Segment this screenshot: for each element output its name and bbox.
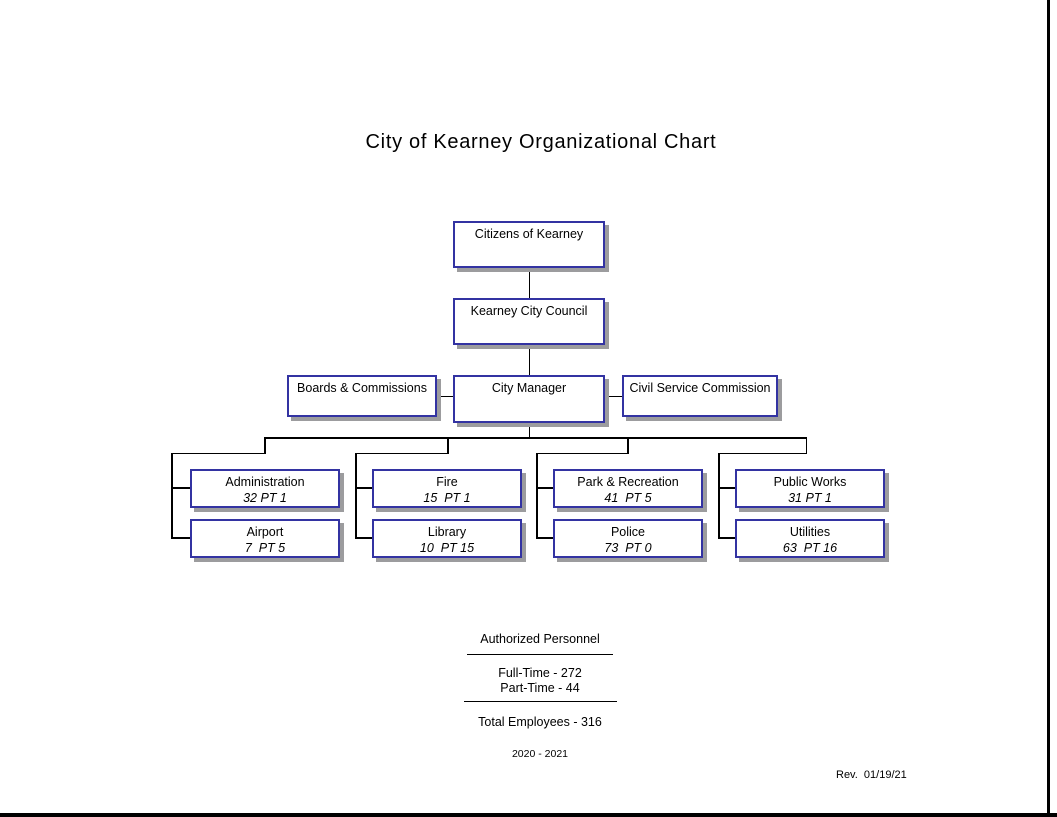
summary-part-time: Part-Time - 44: [500, 681, 580, 695]
org-box-civil-service-commission: [622, 375, 778, 417]
connector-line: [447, 437, 449, 454]
summary-total-employees: Total Employees - 316: [478, 715, 602, 729]
revision-date: Rev. 01/19/21: [836, 769, 907, 781]
org-box-label: Citizens of Kearney: [474, 227, 584, 241]
org-box-airport: [190, 519, 340, 558]
connector-line: [171, 487, 190, 489]
org-box-library: [372, 519, 522, 558]
connector-line: [536, 453, 538, 539]
org-box-label: Library: [427, 525, 467, 539]
connector-line: [718, 453, 807, 455]
connector-line: [355, 487, 372, 489]
summary-period: 2020 - 2021: [511, 748, 569, 760]
org-box-staff-count: 73 PT 0: [604, 541, 652, 555]
org-box-label: Public Works: [773, 475, 847, 489]
org-box-staff-count: 10 PT 15: [419, 541, 475, 555]
connector-line: [171, 453, 266, 455]
org-box-label: Civil Service Commission: [629, 381, 771, 395]
authorized-personnel-summary: [415, 632, 665, 760]
connector-line: [171, 453, 173, 539]
org-box-staff-count: 63 PT 16: [782, 541, 838, 555]
org-box-label: Fire: [436, 475, 458, 489]
chart-title: City of Kearney Organizational Chart: [365, 131, 717, 153]
org-box-police: [553, 519, 703, 558]
connector-line: [718, 487, 735, 489]
summary-heading: Authorized Personnel: [480, 632, 600, 646]
connector-line: [536, 487, 553, 489]
org-box-administration: [190, 469, 340, 508]
org-box-park-recreation: [553, 469, 703, 508]
org-box-label: Airport: [246, 525, 284, 539]
connector-line: [355, 453, 449, 455]
org-box-label: Administration: [225, 475, 305, 489]
org-box-staff-count: 7 PT 5: [244, 541, 286, 555]
summary-divider: [467, 654, 613, 655]
page-edge-right: [1047, 0, 1050, 817]
org-box-city-manager: [453, 375, 605, 423]
connector-line: [264, 437, 807, 439]
connector-line: [605, 396, 622, 398]
summary-divider: [464, 701, 617, 702]
org-box-label: Kearney City Council: [470, 304, 588, 318]
org-box-staff-count: 31 PT 1: [788, 491, 832, 505]
org-box-boards-commissions: [287, 375, 437, 417]
summary-full-time: Full-Time - 272: [498, 666, 582, 680]
org-box-utilities: [735, 519, 885, 558]
org-box-label: Police: [610, 525, 646, 539]
org-box-fire: [372, 469, 522, 508]
org-box-label: City Manager: [491, 381, 567, 395]
connector-line: [355, 537, 372, 539]
org-box-staff-count: 32 PT 1: [243, 491, 287, 505]
connector-line: [627, 437, 629, 454]
org-box-staff-count: 41 PT 5: [604, 491, 652, 505]
connector-line: [171, 537, 190, 539]
connector-line: [529, 345, 531, 375]
org-box-citizens: [453, 221, 605, 268]
connector-line: [355, 453, 357, 539]
connector-line: [529, 268, 531, 298]
org-box-label: Utilities: [789, 525, 831, 539]
org-box-label: Boards & Commissions: [297, 381, 427, 395]
connector-line: [264, 437, 266, 454]
connector-line: [806, 437, 808, 454]
connector-line: [536, 537, 553, 539]
connector-line: [718, 453, 720, 539]
connector-line: [536, 453, 629, 455]
connector-line: [718, 537, 735, 539]
page-edge-bottom: [0, 813, 1057, 817]
org-box-public-works: [735, 469, 885, 508]
connector-line: [437, 396, 453, 398]
connector-line: [529, 423, 531, 438]
org-box-staff-count: 15 PT 1: [423, 491, 471, 505]
org-box-label: Park & Recreation: [577, 475, 679, 489]
org-box-city-council: [453, 298, 605, 345]
